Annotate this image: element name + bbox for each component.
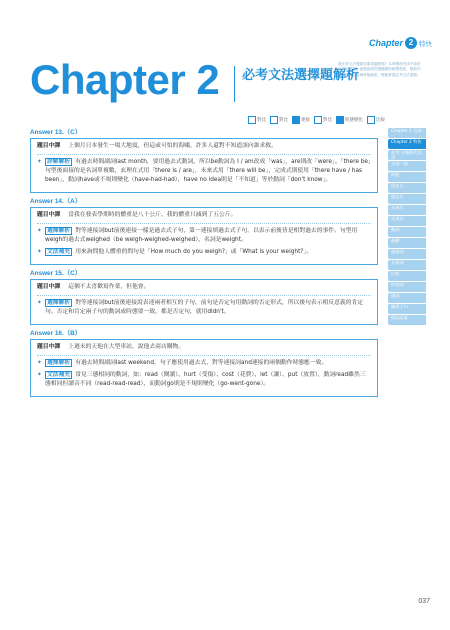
legend-item xyxy=(292,116,310,124)
explanation-tag: 文法補充 xyxy=(47,249,71,255)
legend-box xyxy=(367,116,375,124)
box-divider xyxy=(37,223,371,224)
legend-label: 對比 xyxy=(257,118,266,123)
bullet-icon: ✦ xyxy=(37,360,42,366)
answers-column xyxy=(30,128,378,401)
legend-label: 時態變化 xyxy=(345,118,363,123)
side-tab[interactable]: 形容詞 xyxy=(388,282,426,292)
answer-16-label: Answer 16.（B） xyxy=(30,330,82,337)
box-divider xyxy=(37,355,371,356)
header-chapter-word: Chapter xyxy=(368,38,403,48)
side-tab[interactable]: 時態 xyxy=(388,172,426,182)
side-tab[interactable]: 主詞一致 xyxy=(388,161,426,171)
side-tab[interactable]: 關係子句 xyxy=(388,304,426,314)
bullet-icon: ✦ xyxy=(37,159,42,165)
answer-14-label: Answer 14.（A） xyxy=(30,198,82,205)
chapter-title: Chapter 2 xyxy=(30,56,220,103)
header-chapter-label: 特快 xyxy=(419,40,432,48)
side-tab[interactable]: Chapter 1 名詞 xyxy=(388,128,426,138)
explanation-text: 對等連接詞but前後連接說表達兩者相互的子句，前句是否定句用動詞的否定形式，所以後句表示相反意義的肯定句。否定和肯定兩子句的動詞或時態要一致，都是否定句，就用didn't。 xyxy=(45,300,364,315)
question-text: 上個月日本發生一場大地震，但這或可怕的海嘯，許多人還對不知道該向誰求救。 xyxy=(68,143,277,149)
legend-item xyxy=(270,116,288,124)
bullet-icon: ✦ xyxy=(37,249,42,255)
side-tab-index xyxy=(388,128,426,326)
legend-label: 對比 xyxy=(279,118,288,123)
question-text: 上週末的天他在大型車站，說他去商店購物。 xyxy=(68,344,185,350)
bullet-icon: ✦ xyxy=(37,372,42,378)
answer-15-label: Answer 15.（C） xyxy=(30,270,82,277)
header-chapter-number: 2 xyxy=(405,37,417,49)
explanation-text: 有過去時間副詞last weekend，句子應使用過去式，對等連接詞and連接的兩個動作時態應一致。 xyxy=(75,360,328,366)
page-number: 037 xyxy=(418,598,430,605)
legend-box xyxy=(292,116,300,124)
explanation-text: 有過去時間副詞last month，要用過去式動詞，所以be動詞為 I / am改成「was」，are則改「were」。「there be」句型後面接的是名詞單複數，玄理在式用「there is / are」，未來式用「there will be」，完成式則使用「there have / has been」，動詞have或不規則變化（have-had-had），have no idea則是「不知道」等於動詞「don't know」。 xyxy=(45,159,371,183)
question-text: 這個不太喜歡寫作業，但他會。 xyxy=(68,284,150,290)
legend-item xyxy=(314,116,332,124)
bullet-icon: ✦ xyxy=(37,300,42,306)
side-tab[interactable]: 假設語氣 xyxy=(388,315,426,325)
question-tag: 題目中譯 xyxy=(37,212,61,218)
question-tag: 題目中譯 xyxy=(37,143,61,149)
question-text: 當我在發表學期時的體重是八十公斤，我的體重只減到了五公斤。 xyxy=(68,212,237,218)
grammar-note xyxy=(37,371,371,389)
legend-item xyxy=(336,116,363,124)
question-translation xyxy=(37,211,371,220)
legend-label: 對比 xyxy=(323,118,332,123)
explanation-text: 常見三態相同的動詞，如：read（閱讀）、hurt（受傷）、cost（花費）、let（讓）、put（放置），動詞read雖然三態相同但讀音不同（read-read-read），而動詞go則是不規則變化（go-went-gone）。 xyxy=(45,372,366,387)
legend-box xyxy=(248,116,256,124)
legend-item xyxy=(248,116,266,124)
side-tab[interactable]: 連接詞 xyxy=(388,249,426,259)
question-translation xyxy=(37,283,371,292)
explanation-tag: 選擇解析 xyxy=(47,300,71,306)
bullet-icon: ✦ xyxy=(37,228,42,234)
explanation xyxy=(37,227,371,245)
side-tab[interactable]: 未來式 xyxy=(388,205,426,215)
side-tab[interactable]: 完成式 xyxy=(388,216,426,226)
question-tag: 題目中譯 xyxy=(37,284,61,290)
side-tab[interactable]: 動詞 xyxy=(388,227,426,237)
explanation-text: 用來詢問他人體重的問句是「How much do you weigh?」或「What is your weight?」。 xyxy=(75,249,313,255)
legend-bar xyxy=(248,116,385,124)
answer-16-box xyxy=(30,339,378,397)
answer-13-label: Answer 13.（C） xyxy=(30,129,82,136)
explanation-tag: 選擇解析 xyxy=(47,360,71,366)
side-tab[interactable]: 現在式 xyxy=(388,183,426,193)
side-tab[interactable]: 副詞 xyxy=(388,293,426,303)
explanation xyxy=(37,359,371,368)
explanation xyxy=(37,299,371,317)
box-divider xyxy=(37,295,371,296)
answer-13-box xyxy=(30,138,378,193)
explanation xyxy=(37,158,371,185)
explanation-tag: 詳解解析 xyxy=(47,159,71,165)
box-divider xyxy=(37,154,371,155)
question-tag: 題目中譯 xyxy=(37,344,61,350)
title-divider xyxy=(234,66,235,102)
legend-box xyxy=(336,116,344,124)
side-tab[interactable]: 比較 xyxy=(388,271,426,281)
grammar-note xyxy=(37,248,371,257)
chapter-intro: 還在被文法題搞得頭昏腦脹嗎？本章整理考試中最常出現的題型，逐題說明答題關鍵與解題思路，幫助你快速抓出句意與時態線索，輕鬆掌握必考文法重點。 xyxy=(338,62,421,77)
explanation-tag: 文法補充 xyxy=(47,372,71,378)
side-tab[interactable]: 介係詞 xyxy=(388,260,426,270)
legend-label: 連接 xyxy=(301,118,310,123)
chapter-subtitle: 必考文法選擇題解析 xyxy=(242,68,360,83)
side-tab[interactable]: 過去式 xyxy=(388,194,426,204)
explanation-tag: 選擇解析 xyxy=(47,228,71,234)
answer-15-box xyxy=(30,279,378,325)
side-tab[interactable]: 被動 xyxy=(388,238,426,248)
legend-box xyxy=(314,116,322,124)
legend-item xyxy=(367,116,385,124)
question-translation xyxy=(37,343,371,352)
chapter-header-tag xyxy=(369,36,432,50)
answer-14-box xyxy=(30,207,378,265)
side-tab-active[interactable]: Chapter 2 特快 xyxy=(388,139,426,149)
question-translation xyxy=(37,142,371,151)
legend-label: 比較 xyxy=(376,118,385,123)
side-tab[interactable]: 必考 分類與代名詞 xyxy=(388,150,426,160)
legend-box xyxy=(270,116,278,124)
explanation-text: 對等連接詞but前後連接一樣是過去式子句，第一連接填過去式子句，以表示前後皆是相對過去的事件。句型用weigh的過去式weighed（be weigh-weighed-weighed），名詞是weight。 xyxy=(45,228,358,243)
